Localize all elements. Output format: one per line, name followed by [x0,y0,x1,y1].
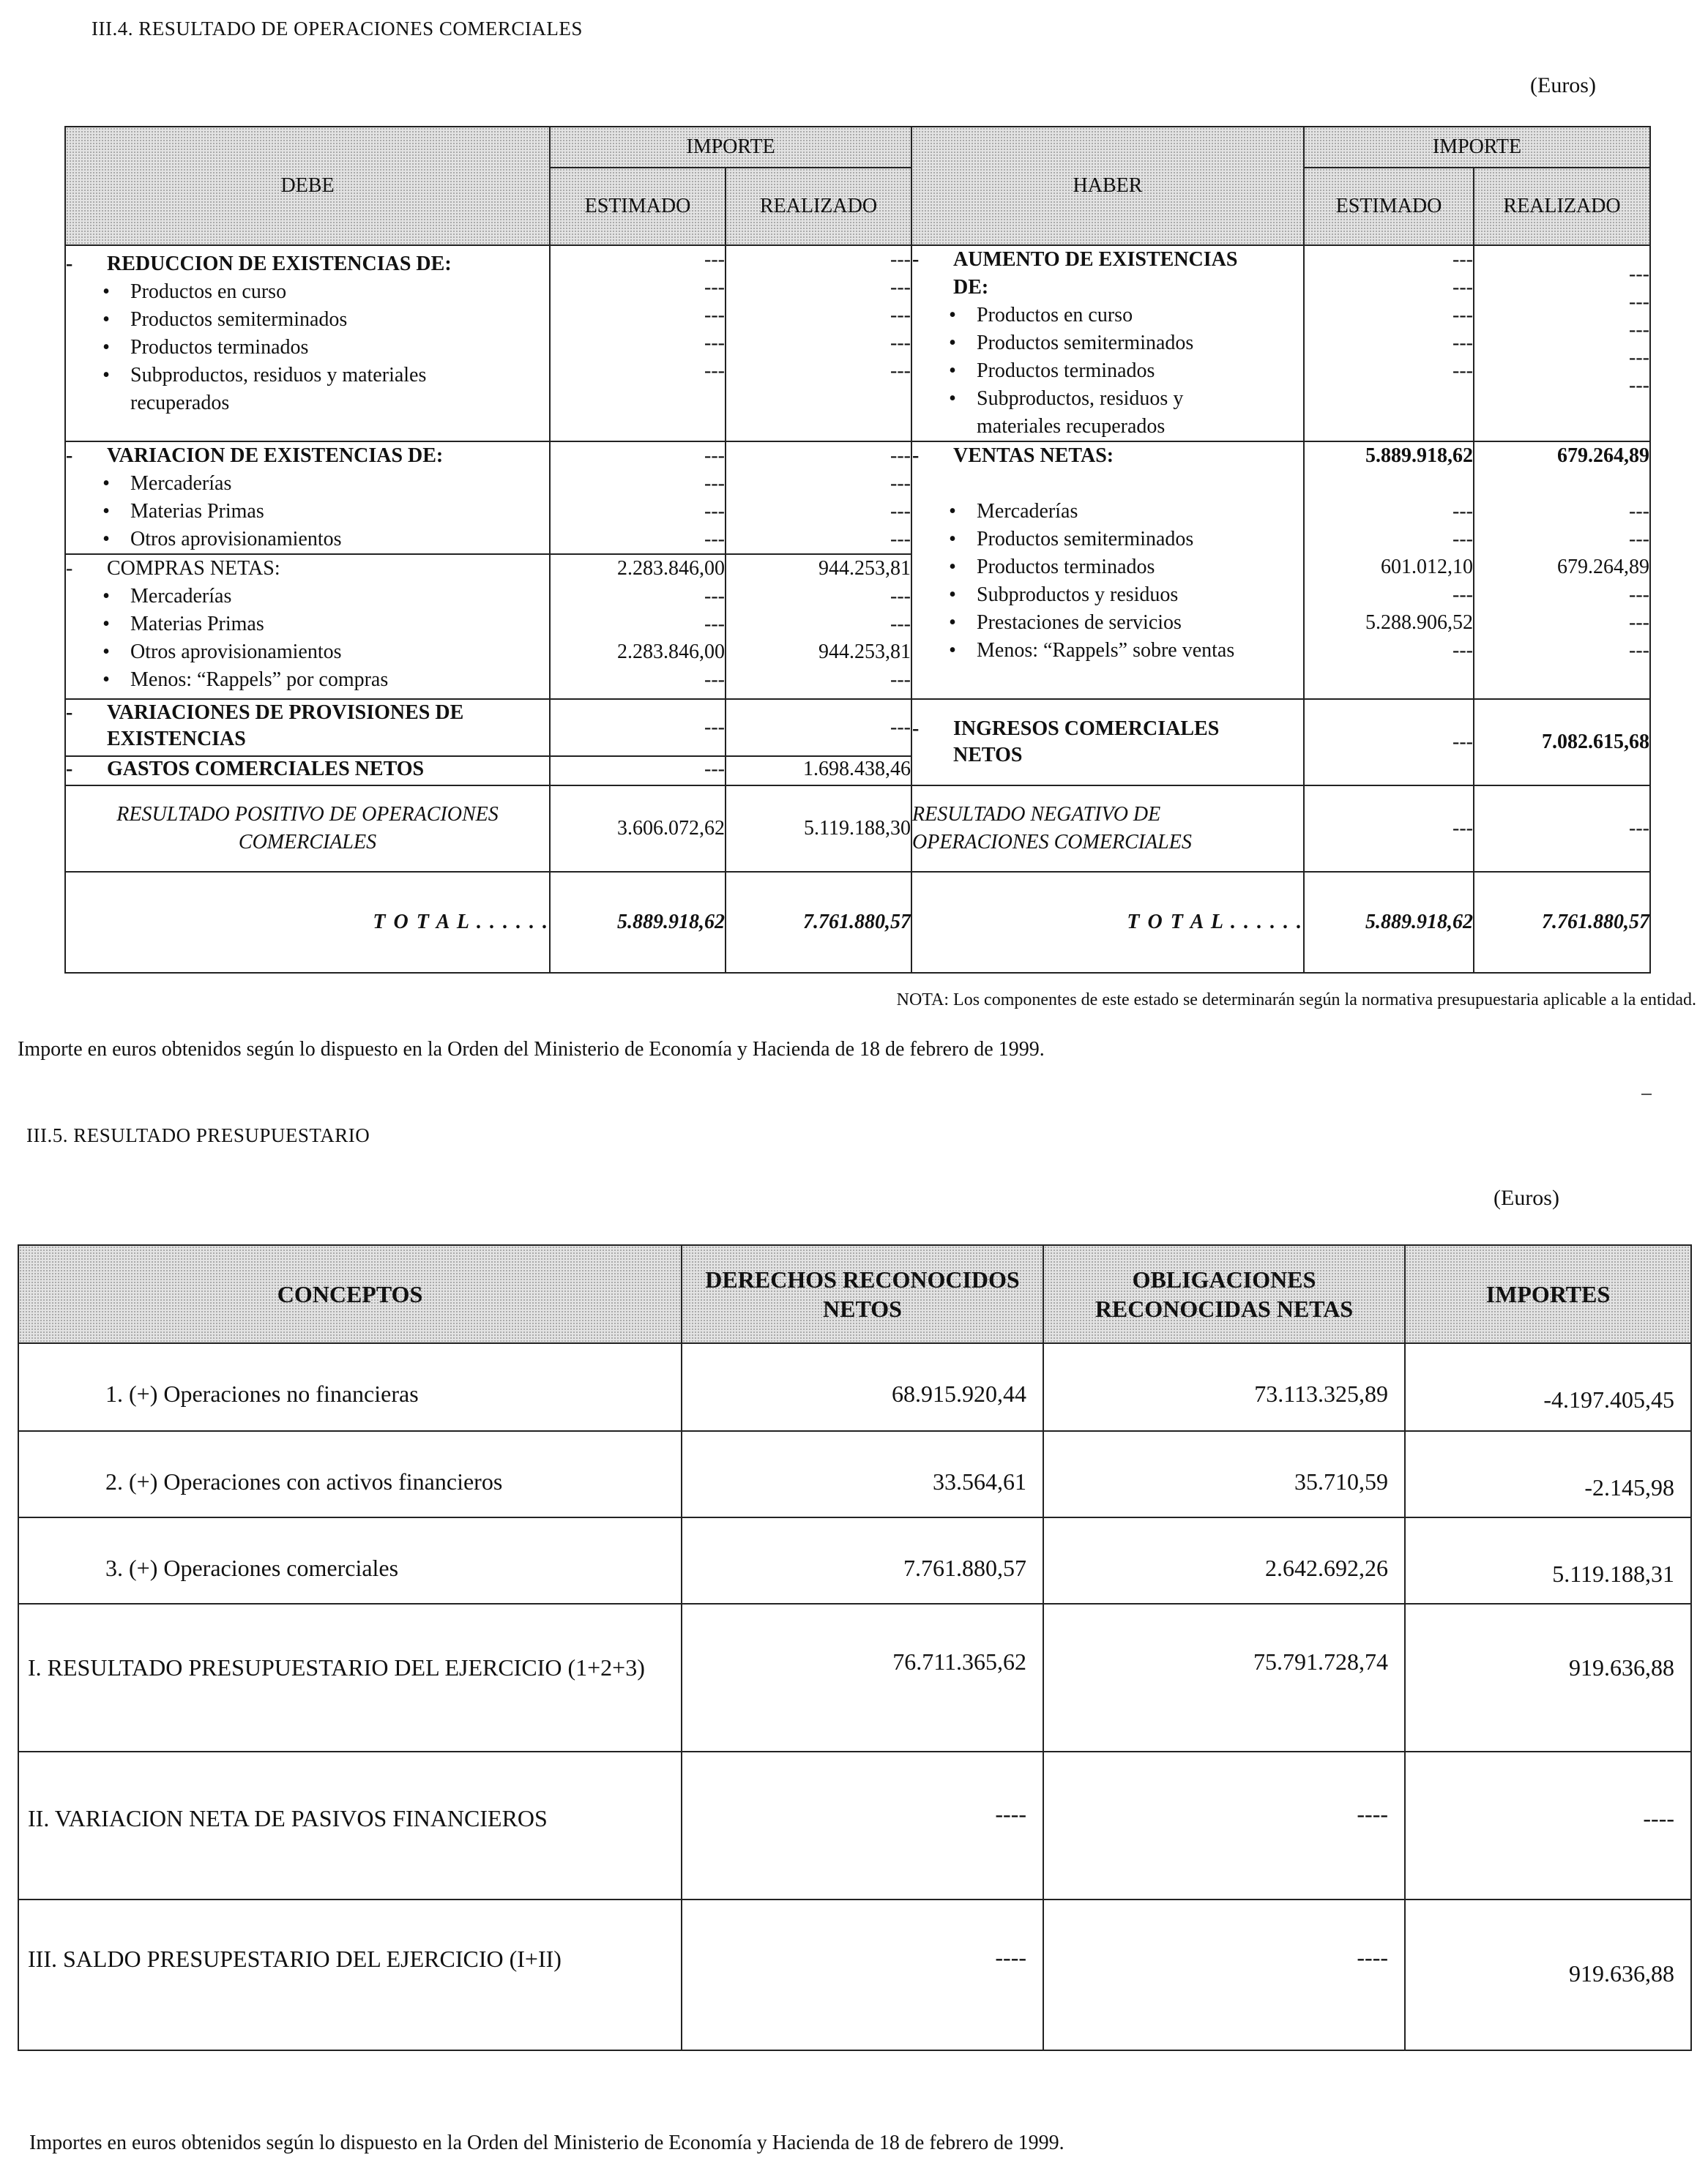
row-derechos: 7.761.880,57 [682,1517,1043,1604]
total-haber-realizado: 7.761.880,57 [1474,872,1650,973]
variaciones-provisiones-estimado: --- [550,699,726,756]
table-row [18,1900,1691,2050]
gastos-realizado: 1.698.438,46 [726,756,911,785]
total-debe-realizado: 7.761.880,57 [726,872,911,973]
variacion-block: - VARIACION DE EXISTENCIAS DE: • Mercaderías • Materias Primas • Otros aprovisionamientos [65,441,550,554]
row-concepto: 2. (+) Operaciones con activos financieros [18,1431,682,1517]
header-haber: HABER [911,127,1304,245]
header-derechos: DERECHOS RECONOCIDOS NETOS [682,1245,1043,1343]
list-item: Mercaderías [130,585,232,608]
section-34-unit: (Euros) [1530,73,1596,97]
row-obligaciones: ---- [1043,1752,1405,1900]
variacion-estimado: --- --- --- --- [550,441,726,554]
row-obligaciones: 73.113.325,89 [1043,1343,1405,1431]
header-realizado-debe: REALIZADO [726,168,911,245]
variacion-title: VARIACION DE EXISTENCIAS DE: [107,444,444,467]
ingresos-comerciales: - INGRESOS COMERCIALES NETOS [911,699,1304,785]
gastos-estimado: --- [550,756,726,785]
variacion-realizado: --- --- --- --- [726,441,911,554]
resultado-positivo-realizado: 5.119.188,30 [726,785,911,872]
ventas-title: VENTAS NETAS: [953,444,1114,467]
table-row [18,1604,1691,1752]
footnote-34: Importe en euros obtenidos según lo dispuesto en la Orden del Ministerio de Economía y Hacienda de 18 de febrero de 1999. [18,1038,1045,1061]
stray-mark [1641,1094,1652,1095]
ventas-estimado: 5.889.918,62 --- --- 601.012,10 --- 5.288.906,52 --- [1304,441,1474,699]
reduccion-block: - REDUCCION DE EXISTENCIAS DE: • Productos en curso • Productos semiterminados • Productos terminados • Subproductos, residuos y materiales recuperados [65,245,550,441]
list-item: Mercaderías [130,472,232,495]
compras-estimado: 2.283.846,00 --- --- 2.283.846,00 --- [550,554,726,699]
nota: NOTA: Los componentes de este estado se determinarán según la normativa presupuestaria aplicable a la entidad. [896,990,1696,1009]
list-item: Productos terminados [130,336,309,359]
variaciones-provisiones-realizado: --- [726,699,911,756]
header-conceptos: CONCEPTOS [18,1245,682,1343]
variaciones-provisiones: - VARIACIONES DE PROVISIONES DE EXISTENCIAS [65,699,550,756]
list-item: Materias Primas [130,500,264,523]
gastos-comerciales: - GASTOS COMERCIALES NETOS [65,756,550,785]
ventas-realizado: 679.264,89 --- --- 679.264,89 --- --- --- [1474,441,1650,699]
header-importes: IMPORTES [1405,1245,1691,1343]
row-importe: ---- [1405,1752,1691,1900]
resultado-positivo-label: RESULTADO POSITIVO DE OPERACIONES COMERCIALES [65,785,550,872]
list-item: Productos semiterminados [130,308,348,331]
list-item: Productos terminados [977,556,1155,578]
resultado-negativo-realizado: --- [1474,785,1650,872]
compras-title: COMPRAS NETAS: [107,557,280,580]
row-concepto: III. SALDO PRESUPESTARIO DEL EJERCICIO (I+II) [18,1900,682,2050]
reduccion-title: REDUCCION DE EXISTENCIAS DE: [107,253,452,275]
list-item: Materias Primas [130,613,264,635]
row-obligaciones: 75.791.728,74 [1043,1604,1405,1752]
list-item: Otros aprovisionamientos [130,640,342,663]
row-derechos: 33.564,61 [682,1431,1043,1517]
header-importe-debe: IMPORTE [550,127,911,168]
total-debe-label: T O T A L . . . . . . [65,872,550,973]
resultado-presupuestario-table [18,1244,1692,2051]
list-item: Productos semiterminados [977,332,1194,354]
list-item: Subproductos, residuos y materiales recuperados [977,387,1184,438]
ingresos-realizado: 7.082.615,68 [1474,699,1650,785]
table-row [18,1343,1691,1431]
row-importe: 919.636,88 [1405,1900,1691,2050]
header-estimado-haber: ESTIMADO [1304,168,1474,245]
list-item: Subproductos, residuos y materiales recuperados [130,364,427,414]
list-item: Subproductos y residuos [977,583,1179,606]
total-debe-estimado: 5.889.918,62 [550,872,726,973]
header-estimado-debe: ESTIMADO [550,168,726,245]
row-derechos: ---- [682,1752,1043,1900]
table-row [18,1517,1691,1604]
total-haber-estimado: 5.889.918,62 [1304,872,1474,973]
row-derechos: 76.711.365,62 [682,1604,1043,1752]
row-importe: 919.636,88 [1405,1604,1691,1752]
compras-realizado: 944.253,81 --- --- 944.253,81 --- [726,554,911,699]
reduccion-estimado: --- --- --- --- --- [550,245,726,441]
row-concepto: 3. (+) Operaciones comerciales [18,1517,682,1604]
list-item: Menos: “Rappels” por compras [130,668,389,691]
reduccion-realizado: --- --- --- --- --- [726,245,911,441]
row-concepto: II. VARIACION NETA DE PASIVOS FINANCIEROS [18,1752,682,1900]
table-row [18,1431,1691,1517]
ingresos-estimado: --- [1304,699,1474,785]
row-obligaciones: ---- [1043,1900,1405,2050]
resultado-positivo-estimado: 3.606.072,62 [550,785,726,872]
compras-block: - COMPRAS NETAS: • Mercaderías • Materias Primas • Otros aprovisionamientos • Menos: “Rappels” por compras [65,554,550,699]
list-item: Productos terminados [977,359,1155,382]
row-importe: 5.119.188,31 [1405,1517,1691,1604]
total-haber-label: T O T A L . . . . . . [911,872,1304,973]
list-item: Otros aprovisionamientos [130,528,342,550]
aumento-realizado: --- --- --- --- --- [1474,245,1650,441]
row-derechos: 68.915.920,44 [682,1343,1043,1431]
section-35-unit: (Euros) [1493,1186,1559,1210]
list-item: Productos en curso [977,304,1133,326]
footnote-35: Importes en euros obtenidos según lo dispuesto en la Orden del Ministerio de Economía y Hacienda de 18 de febrero de 1999. [29,2132,1064,2154]
list-item: Menos: “Rappels” sobre ventas [977,639,1235,662]
list-item: Productos semiterminados [977,528,1194,550]
aumento-estimado: --- --- --- --- --- [1304,245,1474,441]
row-importe: -2.145,98 [1405,1431,1691,1517]
resultado-negativo-estimado: --- [1304,785,1474,872]
section-34-title: III.4. RESULTADO DE OPERACIONES COMERCIALES [92,18,583,40]
row-obligaciones: 2.642.692,26 [1043,1517,1405,1604]
row-concepto: I. RESULTADO PRESUPUESTARIO DEL EJERCICIO (1+2+3) [18,1604,682,1752]
header-realizado-haber: REALIZADO [1474,168,1650,245]
operaciones-comerciales-table [64,126,1651,974]
table-row [18,1752,1691,1900]
header-obligaciones: OBLIGACIONES RECONOCIDAS NETAS [1043,1245,1405,1343]
section-35-title: III.5. RESULTADO PRESUPUESTARIO [26,1124,370,1146]
row-derechos: ---- [682,1900,1043,2050]
row-importe: -4.197.405,45 [1405,1343,1691,1431]
list-item: Prestaciones de servicios [977,611,1182,634]
ventas-block: - VENTAS NETAS: • Mercaderías • Productos semiterminados • Productos terminados • Subproductos y residuos • Prestaciones de servicios • Menos: “Rappels” sobre ventas [911,441,1304,699]
aumento-block: - AUMENTO DE EXISTENCIAS DE: • Productos en curso • Productos semiterminados • Productos terminados • Subproductos, residuos y materiales recuperados [911,245,1304,441]
aumento-title: AUMENTO DE EXISTENCIAS DE: [953,248,1238,299]
row-obligaciones: 35.710,59 [1043,1431,1405,1517]
header-importe-haber: IMPORTE [1304,127,1650,168]
row-concepto: 1. (+) Operaciones no financieras [18,1343,682,1431]
list-item: Mercaderías [977,500,1078,523]
list-item: Productos en curso [130,280,287,303]
resultado-negativo-label: RESULTADO NEGATIVO DE OPERACIONES COMERCIALES [911,785,1304,872]
header-debe: DEBE [65,127,550,245]
